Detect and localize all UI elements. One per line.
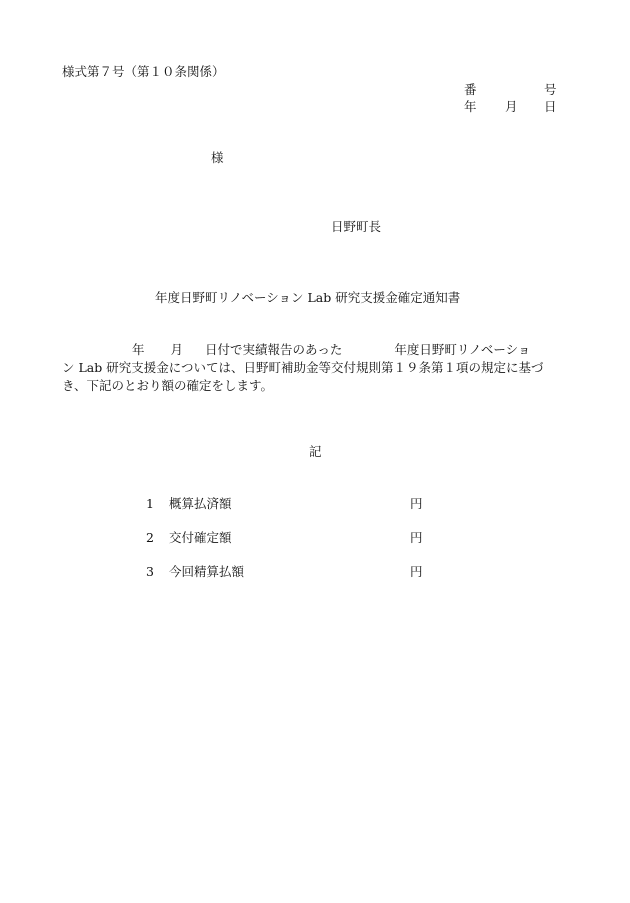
- item-row: [0, 532, 630, 548]
- date-day-label: 日: [544, 99, 557, 114]
- item-number: 3: [146, 564, 154, 579]
- body-paragraph: [62, 341, 576, 395]
- number-label: 番: [464, 82, 477, 97]
- body-program: 年度日野町リノベーショ: [394, 342, 531, 357]
- item-unit: 円: [410, 530, 423, 545]
- addressee-suffix: 様: [211, 150, 224, 165]
- body-line-3: き、下記のとおり額の確定をします。: [62, 378, 274, 393]
- item-unit: 円: [410, 496, 423, 511]
- body-month: 月: [170, 342, 184, 357]
- document-title: 年度日野町リノベーション Lab 研究支援金確定通知書: [155, 290, 461, 305]
- body-year: 年: [132, 342, 145, 357]
- item-unit: 円: [410, 564, 423, 579]
- body-line-2: ン Lab 研究支援金については、日野町補助金等交付規則第１９条第１項の規定に基づ: [62, 360, 544, 375]
- issuer: 日野町長: [331, 219, 382, 234]
- form-number: 様式第７号（第１０条関係）: [62, 64, 225, 79]
- ki-heading: 記: [309, 444, 322, 459]
- body-day-phrase: 日付で実績報告のあった: [205, 342, 343, 357]
- item-label: 今回精算払額: [169, 564, 245, 579]
- item-row: [0, 498, 630, 514]
- item-label: 概算払済額: [169, 496, 232, 511]
- item-number: 2: [146, 530, 154, 545]
- item-row: [0, 566, 630, 582]
- body-line-1: [62, 341, 576, 359]
- date-month-label: 月: [505, 99, 518, 114]
- item-number: 1: [146, 496, 154, 511]
- date-year-label: 年: [464, 99, 477, 114]
- number-suffix: 号: [544, 82, 557, 97]
- item-label: 交付確定額: [169, 530, 232, 545]
